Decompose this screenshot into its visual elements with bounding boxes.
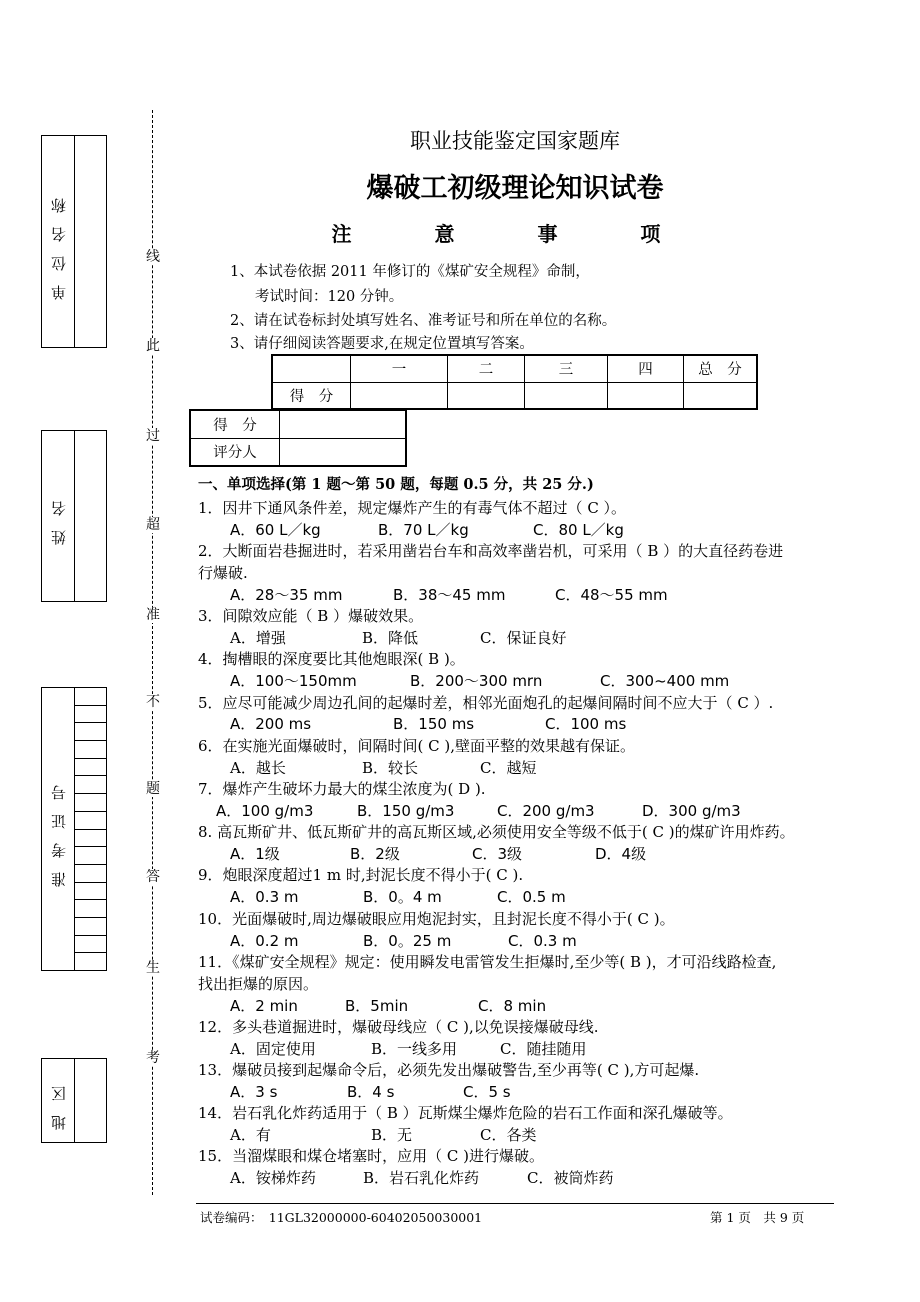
option: B．较长 [362,759,419,777]
score-cell[interactable] [684,382,758,409]
option: A．0.2 m [230,932,299,950]
option: C．80 L／kg [533,521,624,539]
paper-code: 试卷编码： 11GL32000000-60402050030001 [200,1210,483,1225]
unit-name-label: 单位名称 [49,183,68,300]
question-1: 1．因井下通风条件差，规定爆炸产生的有毒气体不超过（ C ）。 [198,499,627,517]
question-14: 14．岩石乳化炸药适用于（ B ）瓦斯煤尘爆炸危险的岩石工作面和深孔爆破等。 [198,1104,733,1122]
option: B．200～300 mrn [410,672,543,690]
question-13: 13．爆破员接到起爆命令后，必须先发出爆破警告,至少再等( C ),方可起爆. [198,1061,700,1079]
option: A．28～35 mm [230,586,343,604]
org-title: 职业技能鉴定国家题库 [410,129,620,153]
score-header: 三 [525,355,608,382]
option: A．0.3 m [230,888,299,906]
option: B．0。25 m [363,932,452,950]
question-12: 12．多头巷道掘进时，爆破母线应（ C ),以免误接爆破母线. [198,1018,599,1036]
option: A．增强 [230,629,286,647]
option: B．38～45 mm [393,586,506,604]
option: C．8 min [478,997,547,1015]
option: C．0.3 m [508,932,577,950]
option: B．一线多用 [371,1040,458,1058]
option: A．200 ms [230,715,312,733]
question-2-cont: 行爆破. [198,564,248,582]
note-1-cont: 考试时间：120 分钟。 [255,289,404,305]
option: B．4 s [347,1083,395,1101]
name-box [41,430,107,602]
option: B．150 ms [393,715,475,733]
option: C．100 ms [545,715,627,733]
option: C．随挂随用 [500,1040,587,1058]
cut-char: 不 [146,694,160,710]
option: C．被筒炸药 [527,1169,614,1187]
question-4: 4．掏槽眼的深度要比其他炮眼深( B )。 [198,650,465,668]
option: C．3级 [472,845,523,863]
option: B．70 L／kg [378,521,469,539]
note-1: 1、本试卷依据 2011 年修订的《煤矿安全规程》命制， [230,264,590,280]
section-title: 一、单项选择(第 1 题～第 50 题，每题 0.5 分，共 25 分.) [198,476,594,493]
question-2: 2．大断面岩巷掘进时，若采用凿岩台车和高效率凿岩机，可采用（ B ）的大直径药卷进 [198,542,784,560]
score-header: 一 [351,355,448,382]
exam-id-grid [74,688,106,970]
score-cell[interactable] [525,382,608,409]
option: A．60 L／kg [230,521,321,539]
score-header: 二 [448,355,525,382]
footer-divider [196,1203,834,1204]
score-header: 总 分 [684,355,758,382]
option: A．2 min [230,997,298,1015]
note-3: 3、请仔细阅读答题要求,在规定位置填写答案。 [230,336,534,352]
question-6: 6．在实施光面爆破时，间隔时间( C ),壁面平整的效果越有保证。 [198,737,636,755]
option: B．0。4 m [363,888,442,906]
cut-char: 考 [146,1050,160,1066]
question-9: 9．炮眼深度超过1 m 时,封泥长度不得小于( C ). [198,866,524,884]
cut-char: 生 [146,960,160,976]
question-8: 8. 高瓦斯矿井、低瓦斯矿井的高瓦斯区域,必须使用安全等级不低于( C )的煤矿许用炸药。 [198,823,795,841]
option: B．岩石乳化炸药 [363,1169,480,1187]
question-3: 3．间隙效应能（ B ）爆破效果。 [198,607,424,625]
option: B．无 [371,1126,413,1144]
grader-label: 评分人 [190,438,280,466]
score-table [271,354,758,410]
region-label: 地区 [49,1071,68,1130]
exam-title: 爆破工初级理论知识试卷 [366,173,664,204]
option: A．越长 [230,759,286,777]
option: C．0.5 m [497,888,566,906]
exam-id-box [41,687,107,971]
option: C．48～55 mm [555,586,668,604]
option: A．有 [230,1126,271,1144]
option: C．300~400 mm [600,672,730,690]
note-2: 2、请在试卷标封处填写姓名、准考证号和所在单位的名称。 [230,313,617,329]
option: A．100 g/m3 [216,802,314,820]
cut-char: 答 [146,869,160,885]
cut-char: 准 [146,607,160,623]
score-row-label: 得 分 [272,382,351,409]
score-header: 四 [608,355,684,382]
score-cell[interactable] [448,382,525,409]
option: C．保证良好 [480,629,567,647]
cut-char: 题 [146,781,160,797]
option: B．150 g/m3 [357,802,455,820]
cut-char: 过 [146,428,160,444]
question-5: 5．应尽可能减少周边孔间的起爆时差，相邻光面炮孔的起爆间隔时间不应大于（ C ）. [198,694,774,712]
page-number: 第 1 页 共 9 页 [710,1210,805,1225]
option: A．固定使用 [230,1040,316,1058]
option: C．越短 [480,759,537,777]
option: A．1级 [230,845,280,863]
notice-title: 注 意 事 项 [331,222,699,246]
grader-cell[interactable] [280,438,407,466]
name-label: 姓名 [49,487,68,545]
score-cell[interactable] [608,382,684,409]
cut-char: 线 [146,249,160,265]
option: D．300 g/m3 [642,802,741,820]
option: C．各类 [480,1126,537,1144]
seal-cut-line [152,110,153,1195]
option: D．4级 [595,845,647,863]
grader-score-cell[interactable] [280,410,407,438]
option: A．100～150mm [230,672,357,690]
option: A．3 s [230,1083,278,1101]
option: B．2级 [350,845,400,863]
question-15: 15．当溜煤眼和煤仓堵塞时，应用（ C )进行爆破。 [198,1147,544,1165]
option: B．降低 [362,629,419,647]
option: C．5 s [463,1083,511,1101]
option: B．5min [345,997,409,1015]
question-11: 11．《煤矿安全规程》规定：使用瞬发电雷管发生拒爆时,至少等( B )，才可沿线路检查, [198,953,777,971]
score-header [272,355,351,382]
region-box [41,1058,107,1143]
cut-char: 此 [146,338,160,354]
score-cell[interactable] [351,382,448,409]
grader-table [189,409,407,467]
question-7: 7．爆炸产生破坏力最大的煤尘浓度为( D ). [198,780,486,798]
cut-char: 超 [146,517,160,533]
exam-id-label: 准考证号 [49,771,68,887]
option: A．铵梯炸药 [230,1169,316,1187]
option: C．200 g/m3 [497,802,595,820]
question-11-cont: 找出拒爆的原因。 [198,975,319,993]
grader-score-label: 得 分 [190,410,280,438]
question-10: 10．光面爆破时,周边爆破眼应用炮泥封实，且封泥长度不得小于( C )。 [198,910,675,928]
